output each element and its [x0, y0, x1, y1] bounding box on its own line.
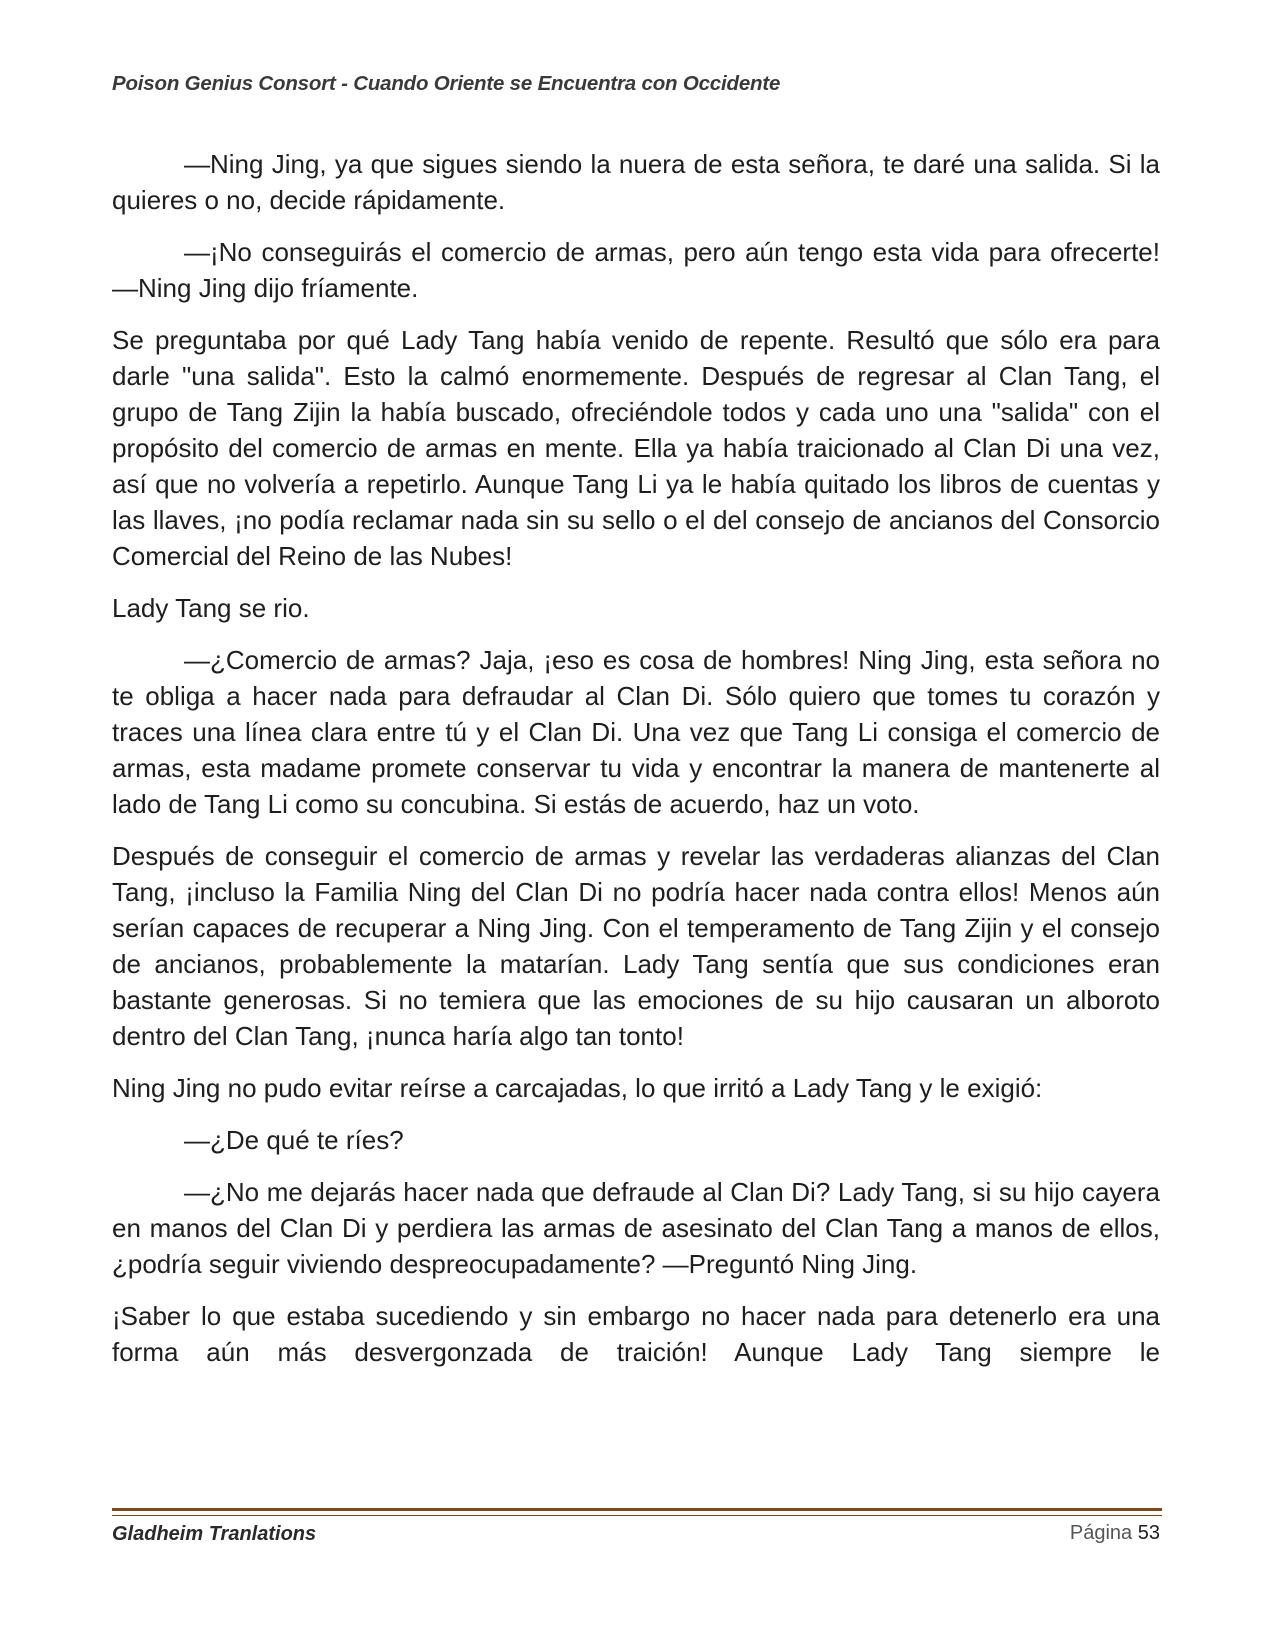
paragraph-8: —¿De qué te ríes?	[184, 1125, 404, 1155]
paragraph-5: —¿Comercio de armas? Jaja, ¡eso es cosa de hombres! Ning Jing, esta señora no te obliga a hacer nada para defraudar al Clan Di. Sólo quiero que tomes tu corazón y traces una línea clara entre tú y el Clan Di. Una vez que Tang Li consiga el comercio de armas, esta madame promete conservar tu vida y encontrar la manera de mantenerte al lado de Tang Li como su concubina. Si estás de acuerdo, haz un voto.	[112, 645, 1160, 819]
paragraph-6: Después de conseguir el comercio de armas y revelar las verdaderas alianzas del Clan Tang, ¡incluso la Familia Ning del Clan Di no podría hacer nada contra ellos! Menos aún serían capaces de recuperar a Ning Jing. Con el temperamento de Tang Zijin y el consejo de ancianos, probablemente la matarían. Lady Tang sentía que sus condiciones eran bastante generosas. Si no temiera que las emociones de su hijo causaran un alboroto dentro del Clan Tang, ¡nunca haría algo tan tonto!	[112, 841, 1160, 1051]
paragraph-9: —¿No me dejarás hacer nada que defraude al Clan Di? Lady Tang, si su hijo cayera en manos del Clan Di y perdiera las armas de asesinato del Clan Tang a manos de ellos, ¿podría seguir viviendo despreocupadamente? —Preguntó Ning Jing.	[112, 1177, 1160, 1279]
footer-divider	[112, 1508, 1162, 1516]
page-number	[1070, 1522, 1160, 1545]
page-header: Poison Genius Consort - Cuando Oriente se Encuentra con Occidente	[112, 72, 781, 95]
page-number-value: 53	[1137, 1522, 1160, 1544]
footer-credit: Gladheim Tranlations	[112, 1523, 317, 1545]
paragraph-1: —Ning Jing, ya que sigues siendo la nuera de esta señora, te daré una salida. Si la quieres o no, decide rápidamente.	[112, 149, 1160, 215]
paragraph-10: ¡Saber lo que estaba sucediendo y sin embargo no hacer nada para detenerlo era una forma aún más desvergonzada de traición! Aunque Lady Tang siempre le	[112, 1301, 1160, 1367]
paragraph-4: Lady Tang se rio.	[112, 593, 310, 623]
paragraph-3: Se preguntaba por qué Lady Tang había venido de repente. Resultó que sólo era para darle "una salida". Esto la calmó enormemente. Después de regresar al Clan Tang, el grupo de Tang Zijin la había buscado, ofreciéndole todos y cada uno una "salida" con el propósito del comercio de armas en mente. Ella ya había traicionado al Clan Di una vez, así que no volvería a repetirlo. Aunque Tang Li ya le había quitado los libros de cuentas y las llaves, ¡no podía reclamar nada sin su sello o el del consejo de ancianos del Consorcio Comercial del Reino de las Nubes!	[112, 325, 1160, 571]
document-body	[112, 146, 1160, 1370]
paragraph-2: —¡No conseguirás el comercio de armas, pero aún tengo esta vida para ofrecerte! —Ning Jing dijo fríamente.	[112, 237, 1160, 303]
paragraph-7: Ning Jing no pudo evitar reírse a carcajadas, lo que irritó a Lady Tang y le exigió:	[112, 1073, 1043, 1103]
page-label: Página	[1069, 1522, 1133, 1544]
